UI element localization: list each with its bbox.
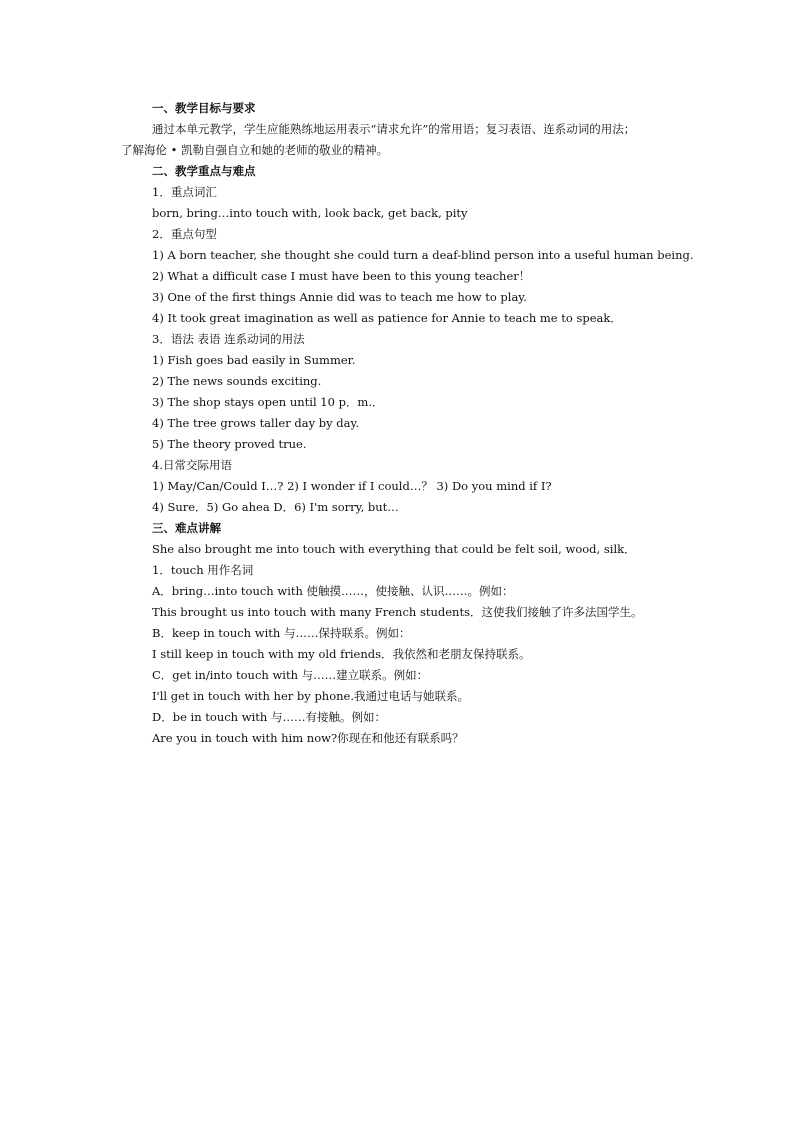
usage-item: I'll get in touch with her by phone.我通过电话与她联系。: [152, 689, 469, 703]
grammar-title: 3．语法 表语 连系动词的用法: [152, 332, 305, 346]
sentence-item: 3) One of the first things Annie did was to teach me how to play.: [152, 290, 527, 304]
expressions-title: 4.日常交际用语: [152, 458, 232, 472]
sentence-item: 4) It took great imagination as well as patience for Annie to teach me to speak．: [152, 311, 622, 325]
section3-heading: 三、难点讲解: [152, 521, 221, 535]
grammar-item: 5) The theory proved true.: [152, 437, 307, 451]
expression-item: 4) Sure．5) Go ahea D．6) I'm sorry, but…: [152, 500, 399, 514]
usage-item: Are you in touch with him now?你现在和他还有联系吗？: [152, 731, 464, 745]
section2-heading: 二、教学重点与难点: [152, 164, 256, 178]
section1-paragraph-line1: 通过本单元教学，学生应能熟练地运用表示“请求允许”的常用语；复习表语、连系动词的用法；: [152, 122, 636, 136]
vocab-title: 1．重点词汇: [152, 185, 217, 199]
grammar-item: 2) The news sounds exciting.: [152, 374, 322, 388]
usage-item: A．bring…into touch with 使触摸……，使接触、认识……。例如：: [152, 584, 514, 598]
usage-item: This brought us into touch with many French students．这使我们接触了许多法国学生。: [152, 605, 643, 619]
grammar-item: 1) Fish goes bad easily in Summer.: [152, 353, 356, 367]
section1-heading: 一、教学目标与要求: [152, 101, 256, 115]
sentence-item: 2) What a difficult case I must have been to this young teacher！: [152, 269, 531, 283]
usage-item: B．keep in touch with 与……保持联系。例如：: [152, 626, 411, 640]
grammar-item: 4) The tree grows taller day by day.: [152, 416, 360, 430]
usage-item: I still keep in touch with my old friends．我依然和老朋友保持联系。: [152, 647, 531, 661]
sentence-item: 1) A born teacher, she thought she could turn a deaf-blind person into a useful human being.: [152, 248, 694, 262]
section1-paragraph: [121, 119, 662, 161]
sentences-title: 2．重点句型: [152, 227, 217, 241]
section3-intro: She also brought me into touch with everything that could be felt soil, wood, silk．: [152, 542, 636, 556]
document-content: [121, 98, 694, 749]
section1-paragraph-line2: 了解海伦 • 凯勒自强自立和她的老师的敬业的精神。: [121, 143, 389, 157]
vocab-list: born, bring…into touch with, look back, get back, pity: [152, 206, 468, 220]
expression-item: 1) May/Can/Could I…? 2) I wonder if I could…？ 3) Do you mind if I?: [152, 479, 552, 493]
usage-item: D．be in touch with 与……有接触。例如：: [152, 710, 386, 724]
section3-subtitle: 1．touch 用作名词: [152, 563, 254, 577]
usage-item: C．get in/into touch with 与……建立联系。例如：: [152, 668, 429, 682]
grammar-item: 3) The shop stays open until 10 p．m.．: [152, 395, 384, 409]
